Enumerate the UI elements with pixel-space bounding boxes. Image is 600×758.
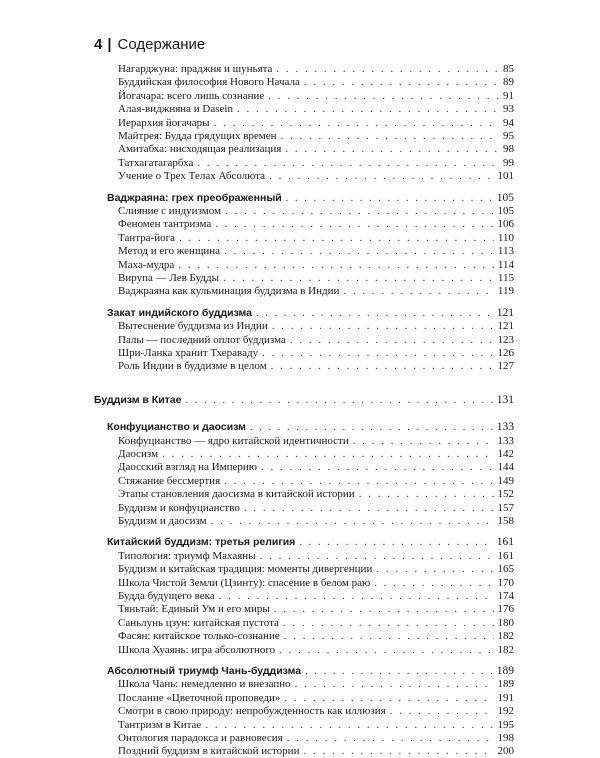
toc-entry[interactable]	[118, 460, 514, 474]
toc-entry-page: 189	[497, 678, 514, 691]
toc-entry-page: 165	[497, 563, 514, 576]
toc-section[interactable]	[107, 664, 514, 678]
toc-entry[interactable]	[118, 487, 514, 501]
toc-entry[interactable]	[118, 333, 514, 347]
toc-entry-title: Шри-Ланка хранит Тхераваду	[118, 347, 259, 359]
dot-leader	[179, 231, 494, 245]
toc-entry-page: 95	[503, 130, 514, 142]
toc-entry-page: 123	[497, 333, 514, 346]
toc-entry-page: 105	[496, 191, 514, 204]
toc-entry[interactable]	[118, 284, 514, 298]
dot-leader	[162, 447, 493, 461]
toc-entry-title: Слияние с индуизмом	[118, 205, 221, 217]
dot-leader	[303, 744, 493, 758]
dot-leader	[224, 244, 494, 258]
toc-entry[interactable]	[118, 244, 514, 258]
dot-leader	[261, 460, 494, 474]
toc-entry[interactable]	[118, 576, 514, 590]
toc-entry[interactable]	[118, 501, 514, 515]
toc-entry-title: Тяньтай: Единый Ум и его миры	[118, 603, 270, 616]
toc-entry-page: 131	[496, 393, 514, 406]
toc-section[interactable]	[107, 191, 514, 205]
toc-entry[interactable]	[118, 562, 514, 576]
toc-entry[interactable]	[118, 549, 514, 563]
toc-entry-page: 157	[497, 501, 514, 514]
toc-entry-title: Роль Индии в буддизме в целом	[118, 360, 267, 373]
toc-entry-title: Вирупа — Лев Будды	[118, 272, 219, 284]
toc-entry-title: Буддизм и китайская традиция: моменты дивергенции	[118, 563, 373, 576]
toc-entry-page: 133	[496, 421, 514, 434]
dot-leader	[271, 359, 494, 373]
toc-section-title: Закат индийского буддизма	[107, 306, 253, 319]
toc-entry-page: 99	[503, 156, 514, 169]
dot-leader	[343, 284, 494, 298]
toc-entry[interactable]	[118, 514, 514, 528]
dot-leader	[284, 691, 493, 705]
toc-entry-page: 200	[497, 745, 514, 758]
toc-section-title: Конфуцианство и даосизм	[107, 421, 246, 434]
dot-leader	[353, 434, 494, 448]
dot-leader	[225, 204, 494, 218]
dot-leader	[374, 576, 493, 590]
dot-leader	[279, 643, 493, 657]
dot-leader	[276, 62, 499, 76]
toc-entry-title: Йогачара: всего лишь сознание	[118, 89, 265, 102]
toc-entry-title: Метод и его женщина	[118, 245, 221, 258]
toc-entry-title: Алая-виджняна и Dasein	[118, 103, 233, 116]
toc-entry-page: 144	[497, 461, 514, 474]
toc-entry-title: Фасян: китайское только-сознание	[118, 630, 280, 643]
dot-leader	[205, 718, 493, 732]
toc-entry-page: 94	[503, 116, 514, 129]
toc-entry-page: 98	[503, 143, 514, 156]
toc-entry-page: 89	[503, 76, 514, 89]
toc-entry[interactable]	[118, 677, 514, 691]
toc-entry[interactable]	[118, 704, 514, 718]
toc-entry-page: 174	[497, 590, 514, 602]
dot-leader	[285, 142, 499, 156]
toc-entry-title: Маха-мудра	[118, 258, 175, 271]
toc-entry-page: 195	[497, 718, 514, 731]
toc-entry-title: Вытеснение буддизма из Индии	[118, 320, 268, 333]
toc-entry-page: 101	[497, 170, 514, 183]
toc-entry-page: 142	[497, 448, 514, 460]
dot-leader	[272, 319, 494, 333]
toc-entry[interactable]	[118, 691, 514, 705]
toc-entry-title: Нагарджуна: праджня и шуньята	[118, 63, 273, 75]
toc-entry-title: Учение о Трех Телах Абсолюта	[118, 170, 266, 183]
toc-entry-title: Буддизм и даосизм	[118, 515, 207, 527]
toc-entry[interactable]	[118, 75, 514, 89]
toc-entry[interactable]	[118, 643, 514, 657]
toc-entry-title: Школа Хуаянь: игра абсолютного	[118, 643, 276, 656]
dot-leader	[287, 731, 494, 745]
toc-entry-title: Конфуцианство — ядро китайской идентичности	[118, 434, 349, 447]
toc-entry[interactable]	[118, 156, 514, 170]
dot-leader	[224, 474, 493, 488]
toc-entry-page: 121	[496, 306, 514, 319]
toc-entry[interactable]	[118, 616, 514, 630]
toc-entry[interactable]	[118, 271, 514, 285]
toc-entry-page: 170	[497, 576, 514, 589]
dot-leader	[376, 562, 493, 576]
toc-entry-title: Онтология парадокса и равновесия	[118, 732, 283, 744]
toc-entry-title: Школа Чистой Земли (Цзинту): спасение в белом раю	[118, 576, 371, 589]
dot-leader	[237, 102, 499, 116]
toc-entry-page: 158	[497, 515, 514, 527]
toc-entry-page: 152	[497, 488, 514, 501]
toc-entry-title: Тантризм в Китае	[118, 718, 202, 731]
toc-entry[interactable]	[118, 434, 514, 448]
toc-entry-title: Типология: триумф Махаяны	[118, 549, 256, 562]
toc-entry-page: 126	[497, 347, 514, 359]
toc-entry[interactable]	[118, 258, 514, 272]
toc-entry-page: 198	[497, 732, 514, 744]
toc-entry-page: 127	[497, 360, 514, 373]
toc-entry-page: 161	[497, 549, 514, 562]
toc-part[interactable]	[94, 393, 514, 407]
dot-leader	[260, 549, 494, 563]
toc-entry[interactable]	[118, 731, 514, 745]
toc-entry-page: 180	[497, 616, 514, 629]
toc-section-title: Ваджраяна: грех преображенный	[107, 191, 282, 204]
toc-entry-title: Даосизм	[118, 448, 159, 460]
dot-leader	[390, 704, 494, 718]
dot-leader	[284, 629, 494, 643]
toc-entry-title: Палы — последний оплот буддизма	[118, 333, 286, 346]
toc-entry-title: Феномен тантризма	[118, 218, 212, 231]
toc-entry[interactable]	[118, 346, 514, 360]
toc-entry-title: Буддизм и конфуцианство	[118, 501, 240, 514]
toc-section-title: Абсолютный триумф Чань-буддизма	[107, 665, 302, 677]
toc-entry[interactable]	[118, 204, 514, 218]
dot-leader	[290, 333, 494, 347]
toc-entry-page: 182	[497, 630, 514, 643]
toc-entry-title: Тантра-йога	[118, 231, 175, 244]
dot-leader	[214, 116, 499, 130]
dot-leader	[178, 258, 494, 272]
dot-leader	[185, 394, 492, 408]
dot-leader	[281, 129, 500, 143]
toc-entry-page: 91	[503, 89, 514, 102]
toc-entry-title: Саньлунь цзун: китайская пустота	[118, 616, 279, 629]
toc-entry-page: 182	[497, 643, 514, 656]
toc-entry[interactable]	[118, 319, 514, 333]
toc-entry-title: Послание «Цветочной проповеди»	[118, 691, 281, 704]
toc-entry-title: Буддийская философия Нового Начала	[118, 76, 300, 89]
toc-entry-page: 106	[497, 218, 514, 231]
toc-entry[interactable]	[118, 116, 514, 130]
toc-entry-page: 105	[497, 205, 514, 217]
toc-entry-page: 189	[496, 665, 514, 677]
toc-entry[interactable]	[118, 629, 514, 643]
toc-entry-page: 113	[497, 245, 514, 258]
toc-entry-page: 192	[497, 705, 514, 718]
dot-leader	[244, 501, 494, 515]
toc-section[interactable]	[107, 420, 514, 434]
toc-entry-page: 93	[503, 103, 514, 116]
toc-entry-title: Стяжание бессмертия	[118, 474, 221, 487]
toc-entry[interactable]	[118, 129, 514, 143]
toc-entry[interactable]	[118, 217, 514, 231]
dot-leader	[269, 169, 493, 183]
toc-entry[interactable]	[118, 589, 514, 603]
toc-entry-title: Майтрея: Будда грядущих времен	[118, 130, 277, 142]
dot-leader	[295, 677, 494, 691]
toc-entry-title: Татхагатагарбха	[118, 156, 194, 169]
toc-entry[interactable]	[118, 447, 514, 461]
toc-entry-page: 149	[497, 474, 514, 487]
page-number: 4	[94, 36, 103, 53]
toc-entry-page: 133	[497, 434, 514, 447]
dot-leader	[211, 514, 494, 528]
toc-section[interactable]	[107, 306, 514, 320]
toc-entry-page: 115	[497, 272, 514, 284]
dot-leader	[219, 589, 494, 603]
header-title: Содержание	[117, 36, 206, 53]
toc-entry-title: Этапы становления даосизма в китайской истории	[118, 488, 355, 501]
dot-leader	[215, 217, 493, 231]
toc-entry[interactable]	[118, 474, 514, 488]
toc-entry[interactable]	[118, 102, 514, 116]
toc-entry-page: 114	[497, 258, 514, 271]
toc-entry-title: Будда будущего века	[118, 590, 215, 602]
toc-section[interactable]	[107, 535, 514, 549]
toc-entry-title: Смотри в свою природу: непробужденность как иллюзия	[118, 705, 386, 718]
toc-entry-page: 110	[497, 231, 514, 244]
toc-entry[interactable]	[118, 718, 514, 732]
dot-leader	[304, 75, 499, 89]
toc-entry[interactable]	[118, 602, 514, 616]
dot-leader	[268, 89, 499, 103]
dot-leader	[274, 602, 494, 616]
toc-entry-page: 161	[496, 536, 514, 549]
toc-entry-page: 176	[497, 603, 514, 616]
toc-entry-title: Школа Чань: немедленно и внезапно	[118, 678, 291, 691]
toc-entry-page: 191	[497, 691, 514, 704]
toc-entry[interactable]	[118, 89, 514, 103]
dot-leader	[197, 156, 499, 170]
toc-entry-page: 119	[497, 285, 514, 298]
header-separator: |	[107, 36, 112, 53]
toc-entry-title: Иерархия йогачары	[118, 116, 210, 129]
toc-entry[interactable]	[118, 142, 514, 156]
dot-leader	[262, 346, 493, 360]
dot-leader	[283, 616, 494, 630]
dot-leader	[223, 271, 494, 285]
toc-entry-title: Ваджраяна как кульминация буддизма в Индии	[118, 285, 340, 298]
toc-entry-title: Даосский взгляд на Империю	[118, 461, 257, 474]
toc-entry[interactable]	[118, 744, 514, 758]
toc-entry-page: 85	[503, 63, 514, 75]
toc-entry-page: 121	[497, 320, 514, 333]
toc-entry[interactable]	[118, 359, 514, 373]
toc-part-title: Буддизм в Китае	[94, 393, 182, 406]
toc-section-title: Китайский буддизм: третья религия	[107, 536, 296, 549]
toc-entry[interactable]	[118, 231, 514, 245]
dot-leader	[359, 487, 494, 501]
toc-entry-title: Поздний буддизм в китайской истории	[118, 745, 300, 758]
toc-entry-title: Амитабха: нисходящая реализация	[118, 143, 282, 156]
toc-entry[interactable]	[118, 62, 514, 76]
toc-entry[interactable]	[118, 169, 514, 183]
